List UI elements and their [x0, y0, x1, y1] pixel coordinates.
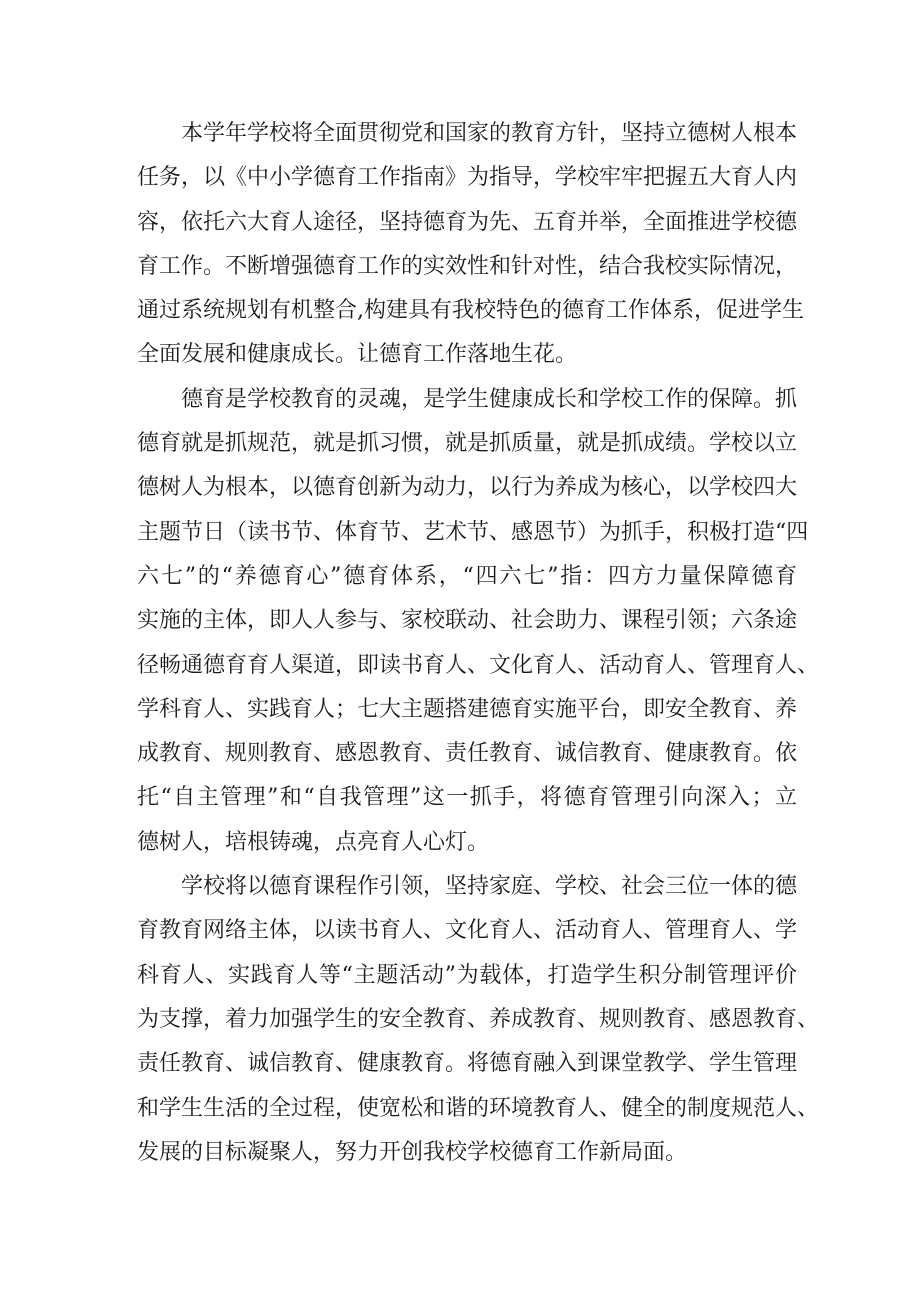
text-line: 实施的主体，即人人参与、家校联动、社会助力、课程引领；六条途: [137, 608, 798, 634]
text-line: 任务，以《中小学德育工作指南》为指导，学校牢牢把握五大育人内: [137, 165, 798, 191]
text-line: 通过系统规划有机整合,构建具有我校特色的德育工作体系，促进学生: [137, 298, 804, 324]
text-line: 德育就是抓规范，就是抓习惯，就是抓质量，就是抓成绩。学校以立: [137, 431, 798, 457]
text-line: 为支撑，着力加强学生的安全教育、养成教育、规则教育、感恩教育、: [137, 1006, 820, 1032]
text-line: 发展的目标凝聚人，努力开创我校学校德育工作新局面。: [137, 1139, 688, 1165]
text-line: 德育是学校教育的灵魂，是学生健康成长和学校工作的保障。抓: [181, 386, 798, 412]
text-line: 容，依托六大育人途径，坚持德育为先、五育并举，全面推进学校德: [137, 209, 798, 235]
paragraph-3: [137, 865, 820, 1175]
paragraph-1: [137, 112, 804, 378]
text-line: 和学生生活的全过程，使宽松和谐的环境教育人、健全的制度规范人、: [137, 1095, 820, 1121]
text-line: 六七”的“养德育心”德育体系，“四六七”指：四方力量保障德育: [137, 563, 797, 589]
text-line: 主题节日（读书节、体育节、艺术节、感恩节）为抓手，积极打造“四: [137, 519, 809, 545]
document-body: [137, 112, 820, 1175]
text-line: 全面发展和健康成长。让德育工作落地生花。: [137, 342, 578, 368]
text-line: 学校将以德育课程作引领，坚持家庭、学校、社会三位一体的德: [181, 874, 798, 900]
text-line: 责任教育、诚信教育、健康教育。将德育融入到课堂教学、学生管理: [137, 1051, 798, 1077]
text-line: 育教育网络主体，以读书育人、文化育人、活动育人、管理育人、学: [137, 918, 798, 944]
text-line: 科育人、实践育人等“主题活动”为载体，打造学生积分制管理评价: [137, 962, 797, 988]
text-line: 德树人为根本，以德育创新为动力，以行为养成为核心，以学校四大: [137, 475, 798, 501]
text-line: 径畅通德育育人渠道，即读书育人、文化育人、活动育人、管理育人、: [137, 652, 820, 678]
text-line: 本学年学校将全面贯彻党和国家的教育方针，坚持立德树人根本: [181, 121, 798, 146]
text-line: 德树人，培根铸魂，点亮育人心灯。: [137, 829, 490, 855]
text-line: 育工作。不断增强德育工作的实效性和针对性，结合我校实际情况，: [137, 253, 798, 279]
text-line: 成教育、规则教育、感恩教育、责任教育、诚信教育、健康教育。依: [137, 741, 798, 767]
paragraph-2: [137, 378, 820, 865]
text-line: 托“自主管理”和“自我管理”这一抓手，将德育管理引向深入；立: [137, 785, 797, 811]
text-line: 学科育人、实践育人；七大主题搭建德育实施平台，即安全教育、养: [137, 696, 798, 722]
